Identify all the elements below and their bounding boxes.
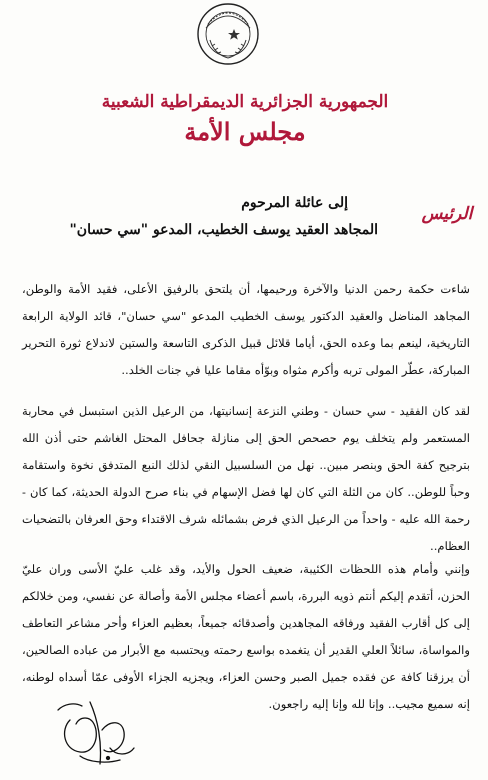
state-emblem-seal-icon <box>196 2 260 66</box>
addressee-line-1: إلى عائلة المرحوم <box>241 195 348 211</box>
republic-title: الجمهورية الجزائرية الديمقراطية الشعبية <box>101 92 389 112</box>
paragraph-1: شاءت حكمة رحمن الدنيا والآخرة ورحيمها، أن يلتحق بالرفيق الأعلى، فقيد الأمة والوطن، المجاهد المناضل والعقيد الدكتور يوسف الخطيب المدعو "سي حسان"، قائد الولاية الرابعة التاريخية، لينعم بما وعده الحق، أياما قلائل قبيل الذكرى التاسعة والستين لاندلاع ثورة التحرير المباركة، عطّر المولى تربه وأكرم مثواه وبوّأه مقاما عليا في جنات الخلد.. <box>22 282 470 377</box>
paragraph-2: لقد كان الفقيد - سي حسان - وطني النزعة إنسانيتها، من الرعيل الذين استبسل في محاربة المستعمر ولم يتخلف يوم حصحص الحق إلى منازلة جحافل المحتل الغاشم حتى أذن الله بترجيح كفة الحق وبنصر مبين.. نهل من السلسبيل النقي لذلك النبع المتدفق نخوة واستقامة وحباً للوطن.. كان من الثلة التي كان لها فضل الإسهام في بناء صرح الدولة الحديثة، كما كان - رحمة الله عليه - واحداً من الرعيل الذي فرض بشمائله شرف الاقتداء وحق العرفان بالتضحيات العظام.. <box>22 404 470 553</box>
president-label: الرئيس <box>421 204 473 224</box>
addressee-line-2: المجاهد العقيد يوسف الخطيب، المدعو "سي حسان" <box>69 222 378 238</box>
paragraph-3: وإنني وأمام هذه اللحظات الكئيبة، ضعيف الحول والأيد، وقد غلب عليّ الأسى وران عليّ الحزن، أتقدم إليكم أنتم ذويه البررة، باسم أعضاء مجلس الأمة وأصالة عن نفسي، ومن خلالكم إلى كل أقارب الفقيد ورفاقه المجاهدين وأصدقائه جميعاً، بعظيم العزاء وأحر مشاعر التعاطف والمواساة، سائلاً العلي القدير أن يتغمده بواسع رحمته ويحتسبه مع الأبرار من عباده الصالحين، أن يرزقنا كافة عن فقده جميل الصبر وحسن العزاء، ويجزيه الجزاء الأوفى عمّا أسداه لوطنه، إنه سميع مجيب.. وإنا لله وإنا إليه راجعون. <box>22 562 470 711</box>
council-title: مجلس الأمة <box>184 117 306 146</box>
handwritten-signature-icon <box>50 690 150 778</box>
